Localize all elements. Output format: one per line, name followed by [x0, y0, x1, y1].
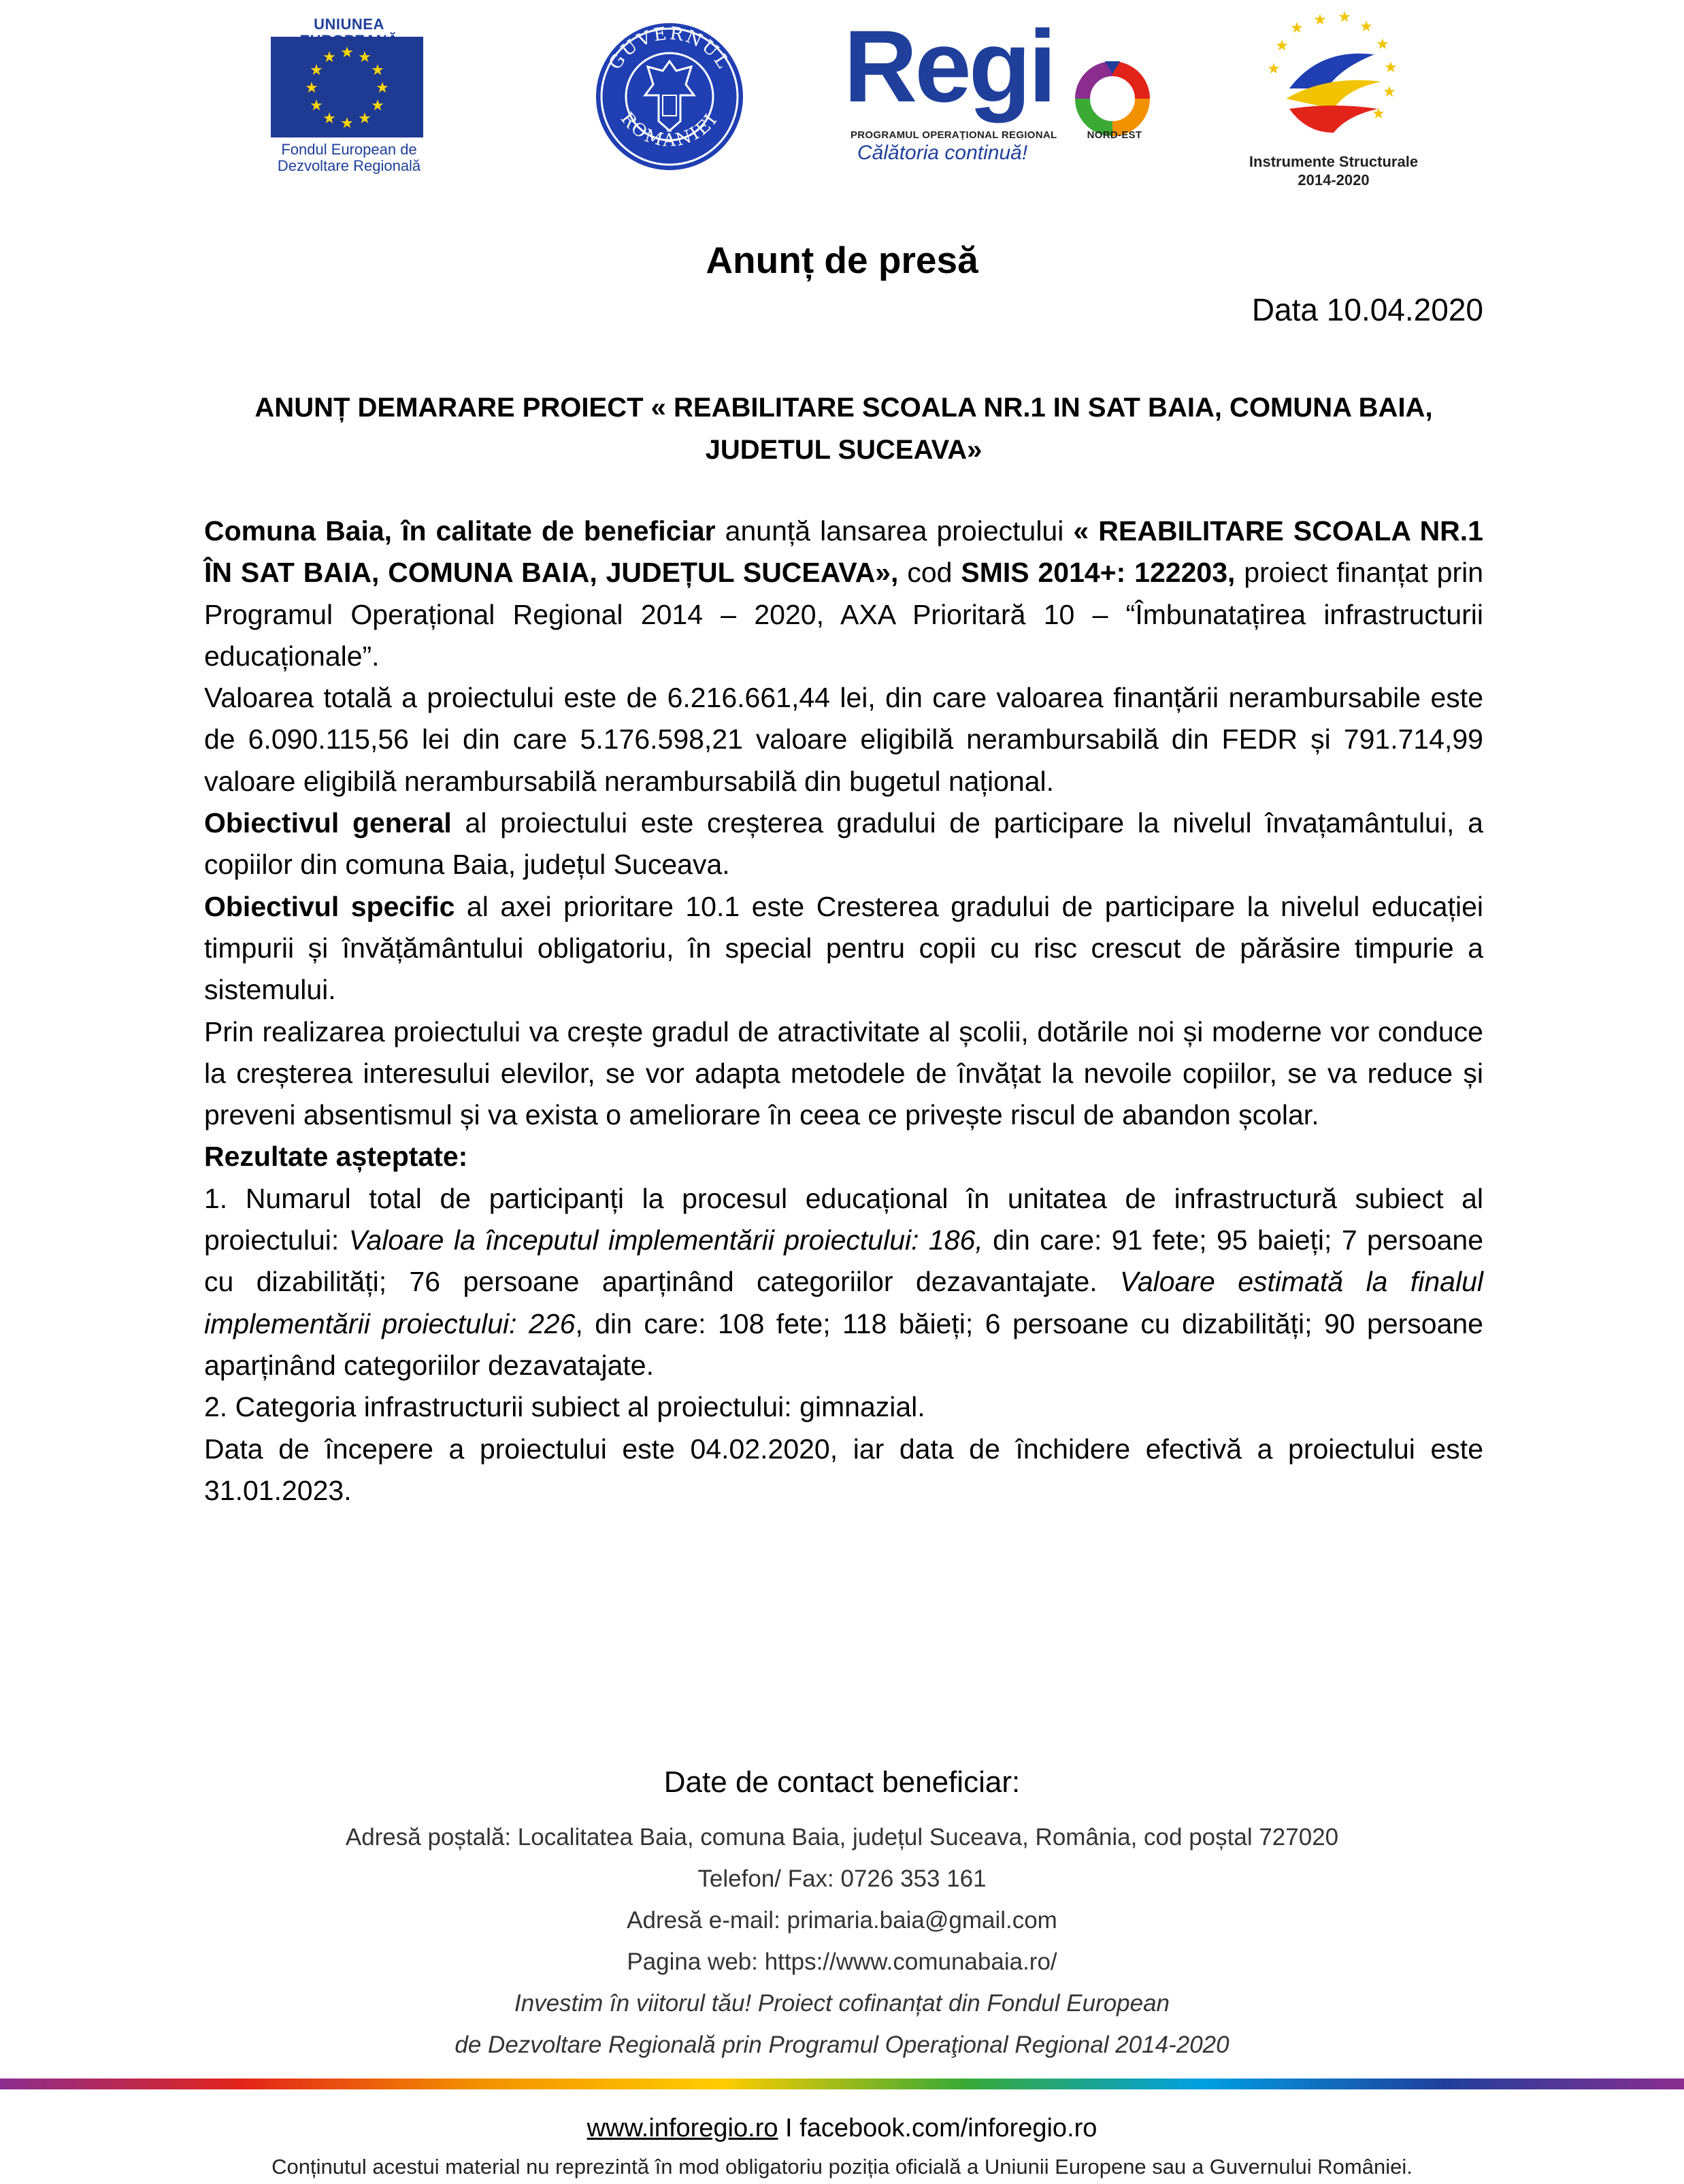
text-span: al proiectului este creșterea gradului de participare la nivelul învațamântului, a copiilor din comuna Baia, județul Suceava. [204, 807, 1483, 881]
regio-subtitle-right: NORD-EST [1087, 129, 1142, 141]
inforegio-link[interactable]: www.inforegio.ro [587, 2114, 778, 2142]
svg-text:ROMÂNIEI: ROMÂNIEI [616, 108, 723, 151]
regio-wordmark: Regi [844, 9, 1055, 123]
eu-star-icon: ★ [371, 62, 384, 79]
paragraph-intro [204, 510, 1483, 677]
regio-logo [844, 9, 1163, 164]
contact-email: Adresă e-mail: primaria.baia@gmail.com [627, 1907, 1057, 1934]
instrumente-caption-line1: Instrumente Structurale [1249, 153, 1419, 170]
expected-results-label: Rezultate așteptate: [204, 1141, 468, 1173]
footer-links [0, 2114, 1684, 2143]
document-title: Anunț de presă [706, 239, 978, 281]
eu-flag-icon [271, 37, 423, 137]
initial-value: Valoare la începutul implementării proiectului: 186, [348, 1224, 983, 1256]
eu-star-icon: ★ [358, 49, 372, 66]
text-span: , din care: 108 fete; 118 băieți; 6 persoane cu dizabilități; 90 persoane aparținând categoriilor dezavatajate. [204, 1307, 1483, 1381]
paragraph-dates: Data de începere a proiectului este 04.02.2020, iar data de închidere efectivă a proiectului este 31.01.2023. [204, 1433, 1483, 1506]
project-name: « REABILITARE SCOALA NR.1 ÎN SAT BAIA, COMUNA BAIA, JUDEȚUL SUCEAVA», [204, 515, 1483, 589]
svg-text:★: ★ [1290, 20, 1304, 37]
svg-text:★: ★ [1338, 9, 1351, 26]
regio-tagline: Călătoria continuă! [857, 142, 1028, 164]
text-span: al axei prioritare 10.1 este Cresterea gradului de participare la nivelul educației timpurii și învățământului obligatoriu, în special pentru copii cu risc crescut de părăsire timpurie a sistemului. [204, 890, 1483, 1006]
beneficiary-label: Comuna Baia, în calitate de beneficiar [204, 515, 716, 547]
svg-text:★: ★ [1313, 12, 1327, 29]
text-span: 1. Numarul total de participanți la procesul educațional în unitatea de infrastructură subiect al proiectului: [204, 1182, 1483, 1256]
project-announcement-subject [204, 387, 1483, 471]
eu-star-icon: ★ [371, 97, 384, 114]
eu-star-icon: ★ [305, 80, 318, 97]
regio-color-ring-icon [1075, 61, 1150, 136]
contact-phone: Telefon/ Fax: 0726 353 161 [697, 1865, 987, 1892]
svg-text:★: ★ [1384, 59, 1398, 76]
paragraph-benefits: Prin realizarea proiectului va crește gradul de atractivitate al școlii, dotările noi și moderne vor conduce la creșterea interesului elevilor, se vor adapta metodele de învățat la nevoile copiilor, se va reduce și preveni absentismul și va exista o ameliorare în ceea ce privește riscul de abandon școlar. [204, 1015, 1483, 1131]
eu-star-icon: ★ [323, 49, 336, 66]
eu-caption-line2: Dezvoltare Regională [277, 157, 421, 175]
svg-text:★: ★ [1359, 18, 1373, 35]
contact-title: Date de contact beneficiar: [663, 1765, 1021, 1799]
eu-logo-bottom-caption [264, 142, 434, 174]
eu-caption-line1: Fondul European de [281, 141, 417, 158]
eu-logo [264, 14, 434, 184]
specific-objective-label: Obiectivul specific [204, 890, 455, 922]
paragraph-result-1 [204, 1178, 1483, 1386]
expected-results-heading [204, 1136, 1483, 1177]
general-objective-label: Obiectivul general [204, 807, 452, 839]
eu-star-icon: ★ [323, 110, 336, 127]
estimated-value: Valoare estimată la finalul implementării proiectului: 226 [204, 1266, 1483, 1339]
eu-star-icon: ★ [376, 80, 389, 97]
instrumente-structurale-logo [1225, 7, 1442, 191]
svg-text:★: ★ [1275, 37, 1289, 54]
contact-address: Adresă poștală: Localitatea Baia, comuna Baia, județul Suceava, România, cod poștal 727020 [345, 1824, 1339, 1851]
contact-website: Pagina web: https://www.comunabaia.ro/ [627, 1949, 1057, 1975]
paragraph-result-2: 2. Categoria infrastructurii subiect al proiectului: gimnazial. [204, 1391, 925, 1423]
link-separator: I [778, 2114, 800, 2142]
document-date: Data 10.04.2020 [1251, 292, 1483, 327]
eu-star-icon: ★ [310, 97, 323, 114]
svg-text:★: ★ [1372, 105, 1385, 123]
footer-disclaimer: Conținutul acestui material nu reprezintă în mod obligatoriu poziția oficială a Uniunii Europene sau a Guvernului României. [271, 2155, 1413, 2179]
eu-star-icon: ★ [310, 62, 323, 79]
eu-star-icon: ★ [358, 110, 372, 127]
subject-line-1: ANUNȚ DEMARARE PROIECT « REABILITARE SCOALA NR.1 IN SAT BAIA, COMUNA BAIA, [254, 393, 1433, 423]
document-body [204, 510, 1483, 1512]
slogan-line-1: Investim în viitorul tău! Proiect cofinanțat din Fondul European [514, 1990, 1170, 2017]
eu-star-icon: ★ [340, 44, 354, 61]
government-seal-icon [592, 19, 747, 174]
facebook-link[interactable]: facebook.com/inforegio.ro [799, 2114, 1097, 2142]
subject-line-2: JUDETUL SUCEAVA» [705, 435, 983, 465]
text-span: din care: 91 fete; 95 baieți; 7 persoane cu dizabilități; 76 persoane aparținând categoriilor dezavantajate. [204, 1224, 1484, 1298]
paragraph-specific-objective [204, 886, 1483, 1011]
text-span: anunță lansarea proiectului [715, 515, 1074, 547]
regio-subtitle [851, 129, 1142, 141]
svg-text:GUVERNUL: GUVERNUL [605, 23, 734, 74]
footer-color-bar [0, 2079, 1684, 2089]
paragraph-value: Valoarea totală a proiectului este de 6.216.661,44 lei, din care valoarea finanțării nerambursabile este de 6.090.115,56 lei din care 5.176.598,21 valoare eligibilă nerambursabilă din FEDR și 791.714,99 valoare eligibilă nerambursabilă nerambursabilă din bugetul național. [204, 682, 1483, 797]
eu-logo-top-caption: UNIUNEA [314, 16, 384, 33]
svg-text:★: ★ [1376, 36, 1389, 53]
instrumente-structurale-emblem-icon [1225, 7, 1442, 146]
text-span: proiect finanțat prin Programul Operațional Regional 2014 – 2020, AXA Prioritară 10 – “Îmbunatațirea infrastructurii educaționale”. [204, 557, 1484, 672]
eu-star-icon: ★ [340, 115, 354, 132]
svg-text:★: ★ [1383, 84, 1396, 101]
regio-subtitle-left: PROGRAMUL OPERAȚIONAL REGIONAL [851, 129, 1057, 141]
slogan-line-2: de Dezvoltare Regională prin Programul Operaţional Regional 2014-2020 [455, 2032, 1229, 2058]
smis-code: SMIS 2014+: 122203, [961, 557, 1236, 589]
instrumente-caption-line2: 2014-2020 [1298, 172, 1370, 189]
text-span: cod [898, 557, 961, 589]
svg-text:★: ★ [1267, 61, 1281, 78]
paragraph-general-objective [204, 802, 1483, 886]
